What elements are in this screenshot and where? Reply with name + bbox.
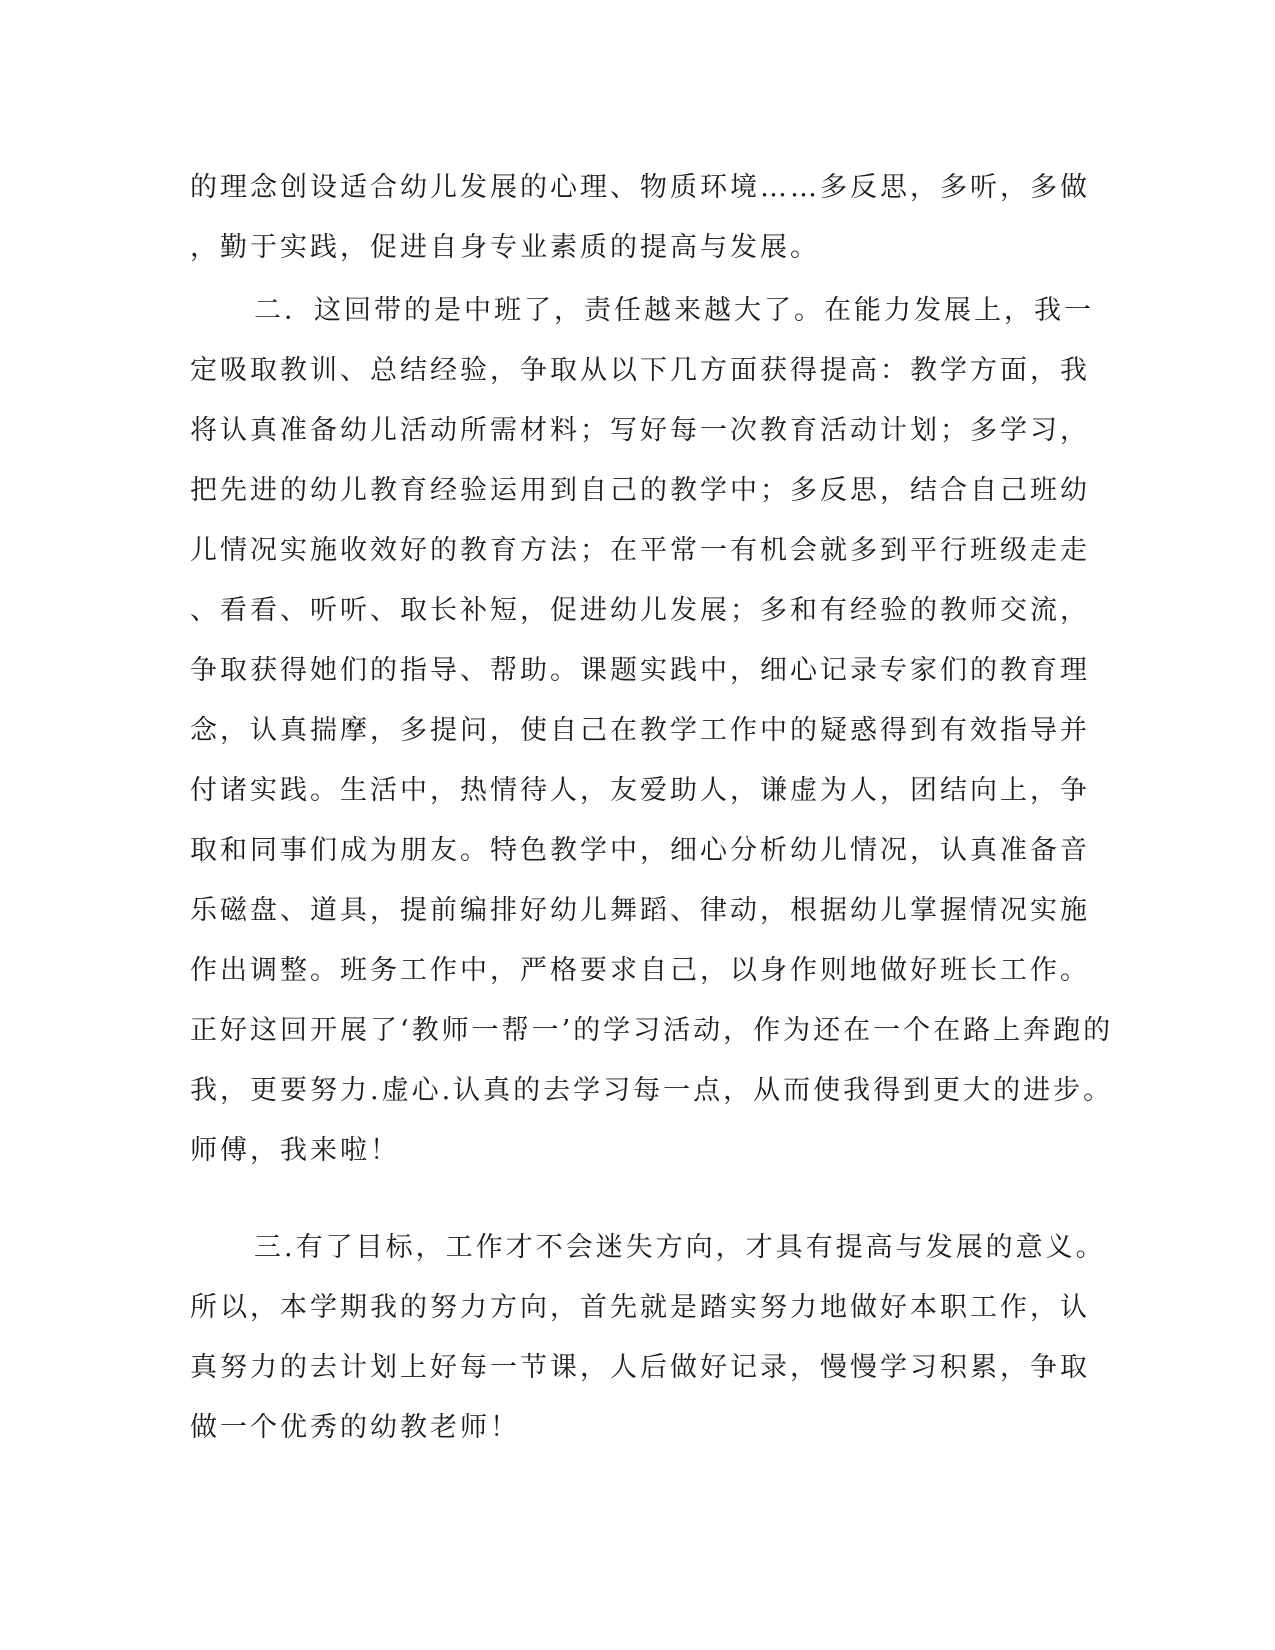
- text-line: 付诸实践。生活中，热情待人，友爱助人，谦虚为人，团结向上，争: [190, 775, 1090, 806]
- text-line: 将认真准备幼儿活动所需材料；写好每一次教育活动计划；多学习，: [190, 415, 1090, 446]
- text-line: 正好这回开展了‘教师一帮一’的学习活动，作为还在一个在路上奔跑的: [190, 1015, 1114, 1046]
- text-line: 定吸取教训、总结经验，争取从以下几方面获得提高：教学方面，我: [190, 355, 1090, 386]
- text-line: 我，更要努力.虚心.认真的去学习每一点，从而使我得到更大的进步。: [190, 1075, 1114, 1106]
- text-line: 真努力的去计划上好每一节课，人后做好记录，慢慢学习积累，争取: [190, 1352, 1090, 1383]
- text-line: 儿情况实施收效好的教育方法；在平常一有机会就多到平行班级走走: [190, 535, 1090, 566]
- text-line: 三.有了目标，工作才不会迷失方向，才具有提高与发展的意义。: [254, 1232, 1106, 1263]
- text-line: 念，认真揣摩，多提问，使自己在教学工作中的疑惑得到有效指导并: [190, 715, 1090, 746]
- paragraph-continuation: [190, 158, 1090, 278]
- text-line: 所以，本学期我的努力方向，首先就是踏实努力地做好本职工作，认: [190, 1292, 1090, 1323]
- text-line: 的理念创设适合幼儿发展的心理、物质环境……多反思，多听，多做: [190, 172, 1090, 203]
- paragraph-two: [190, 281, 1114, 1181]
- text-line: 作出调整。班务工作中，严格要求自己，以身作则地做好班长工作。: [190, 955, 1090, 986]
- text-line: 把先进的幼儿教育经验运用到自己的教学中；多反思，结合自己班幼: [190, 475, 1090, 506]
- text-line: 做一个优秀的幼教老师！: [190, 1412, 520, 1443]
- text-line: 二．这回带的是中班了，责任越来越大了。在能力发展上，我一: [254, 295, 1094, 326]
- paragraph-three: [190, 1218, 1106, 1458]
- text-line: ，勤于实践，促进自身专业素质的提高与发展。: [190, 232, 820, 263]
- text-line: 乐磁盘、道具，提前编排好幼儿舞蹈、律动，根据幼儿掌握情况实施: [190, 895, 1090, 926]
- text-line: 师傅，我来啦！: [190, 1135, 400, 1166]
- text-line: 取和同事们成为朋友。特色教学中，细心分析幼儿情况，认真准备音: [190, 835, 1090, 866]
- text-line: 、看看、听听、取长补短，促进幼儿发展；多和有经验的教师交流，: [190, 595, 1090, 626]
- text-line: 争取获得她们的指导、帮助。课题实践中，细心记录专家们的教育理: [190, 655, 1090, 686]
